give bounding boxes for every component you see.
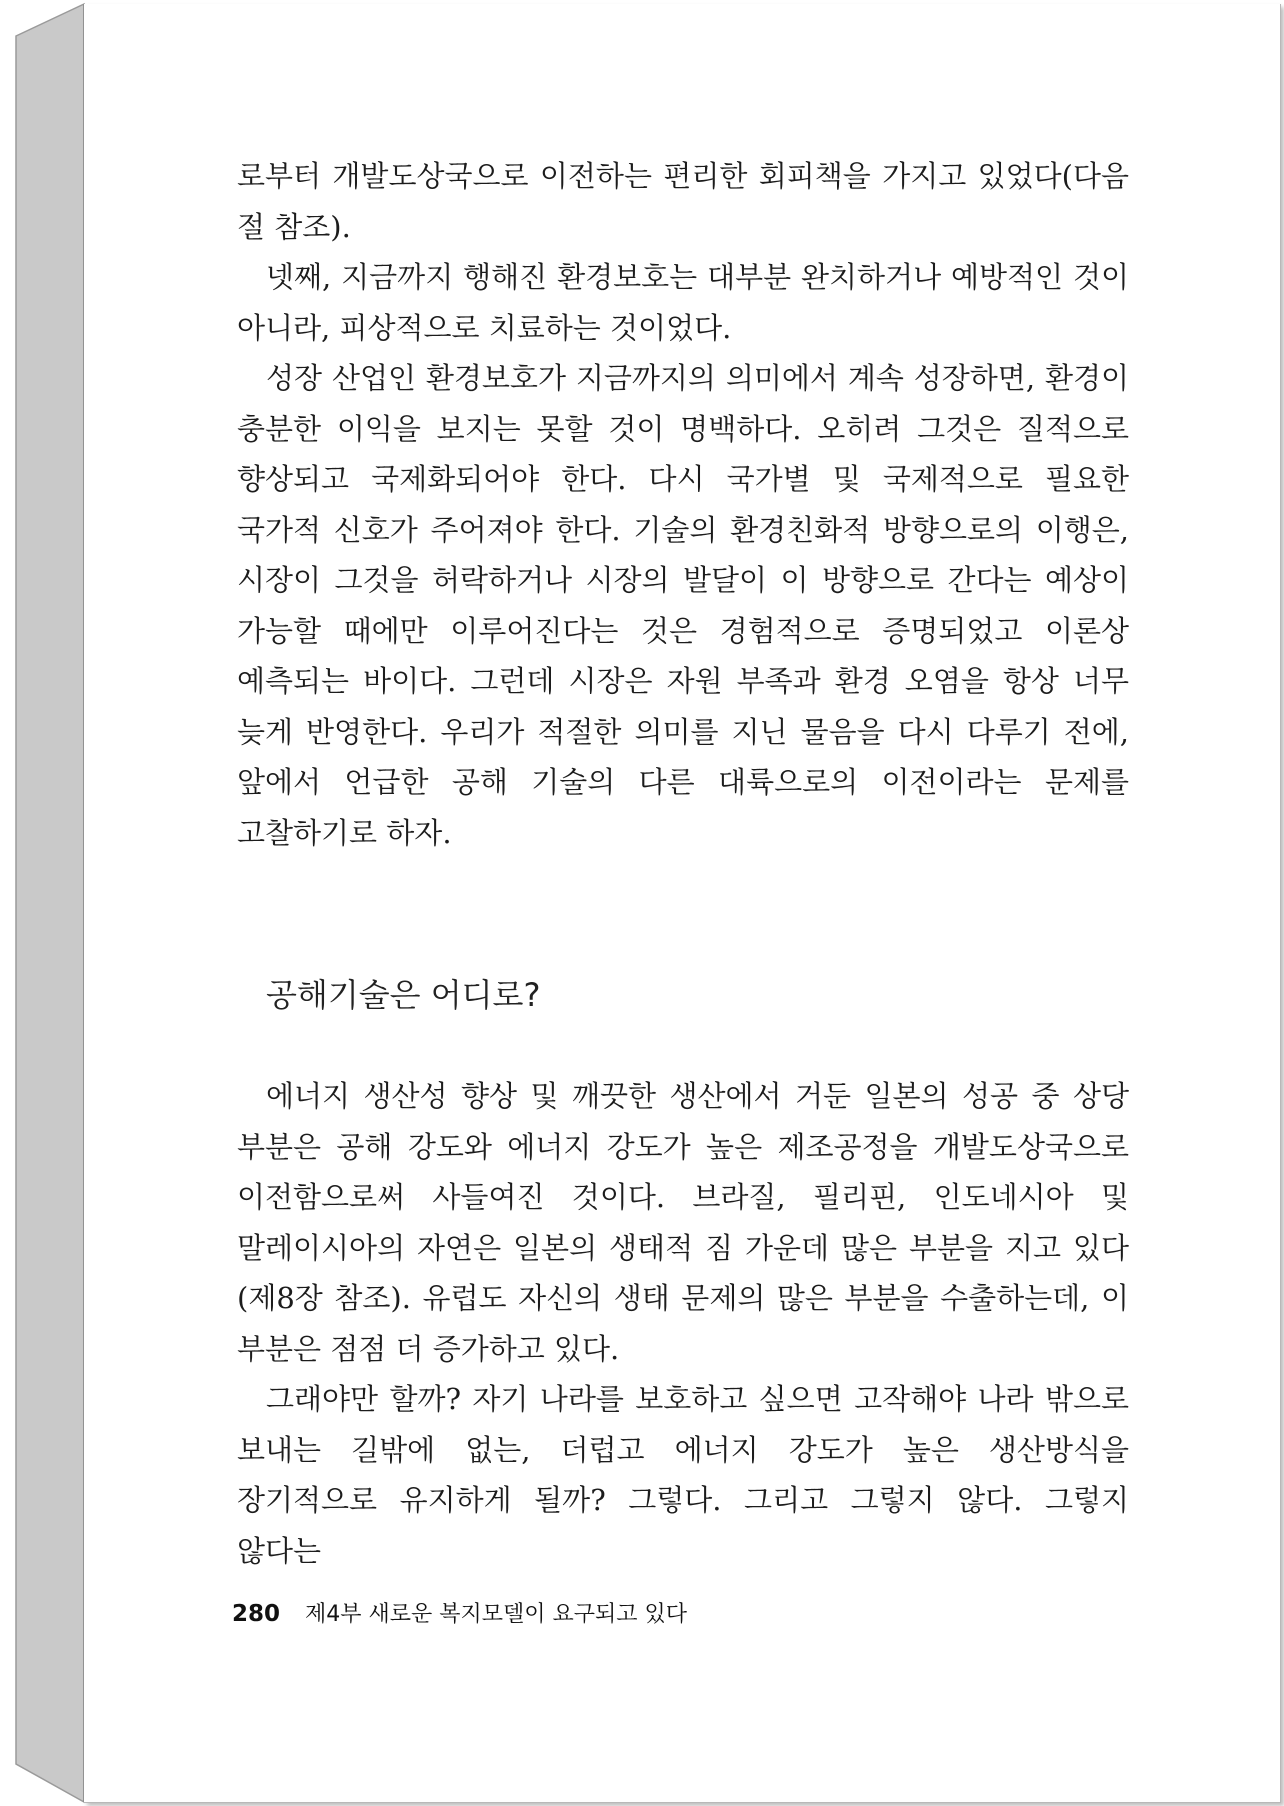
paragraph: 로부터 개발도상국으로 이전하는 편리한 회피책을 가지고 있었다(다음 절 참조). xyxy=(237,159,1129,244)
paragraph: 성장 산업인 환경보호가 지금까지의 의미에서 계속 성장하면, 환경이 충분한 이익을 보지는 못할 것이 명백하다. 오히려 그것은 질적으로 향상되고 국제화되어야 한다. 다시 국가별 및 국제적으로 필요한 국가적 신호가 주어져야 한다. 기술의 환경친화적 방향으로의 이행은, 시장이 그것을 허락하거나 시장의 발달이 이 방향으로 간다는 예상이 가능할 때에만 이루어진다는 것은 경험적으로 증명되었고 이론상 예측되는 바이다. 그런데 시장은 자원 부족과 환경 오염을 항상 너무 늦게 반영한다. 우리가 적절한 의미를 지닌 물음을 다시 다루기 전에, 앞에서 언급한 공해 기술의 다른 대륙으로의 이전이라는 문제를 고찰하기로 하자. xyxy=(237,361,1129,850)
page-number: 280 xyxy=(232,1601,281,1627)
page-footer xyxy=(232,1597,687,1628)
paragraph: 에너지 생산성 향상 및 깨끗한 생산에서 거둔 일본의 성공 중 상당 부분은 공해 강도와 에너지 강도가 높은 제조공정을 개발도상국으로 이전함으로써 사들여진 것이다. 브라질, 필리핀, 인도네시아 및 말레이시아의 자연은 일본의 생태적 짐 가운데 많은 부분을 지고 있다(제8장 참조). 유럽도 자신의 생태 문제의 많은 부분을 수출하는데, 이 부분은 점점 더 증가하고 있다. xyxy=(237,1079,1129,1366)
running-title: 제4부 새로운 복지모델이 요구되고 있다 xyxy=(305,1602,688,1627)
body-text-section-1 xyxy=(237,151,1129,858)
paragraph: 그래야만 할까? 자기 나라를 보호하고 싶으면 고작해야 나라 밖으로 보내는 길밖에 없는, 더럽고 에너지 강도가 높은 생산방식을 장기적으로 유지하게 될까? 그렇다. 그리고 그렇지 않다. 그렇지 않다는 xyxy=(237,1382,1129,1568)
section-heading: 공해기술은 어디로? xyxy=(266,976,541,1014)
paragraph: 넷째, 지금까지 행해진 환경보호는 대부분 완치하거나 예방적인 것이 아니라, 피상적으로 치료하는 것이었다. xyxy=(237,260,1129,345)
body-text-section-2 xyxy=(237,1071,1129,1576)
